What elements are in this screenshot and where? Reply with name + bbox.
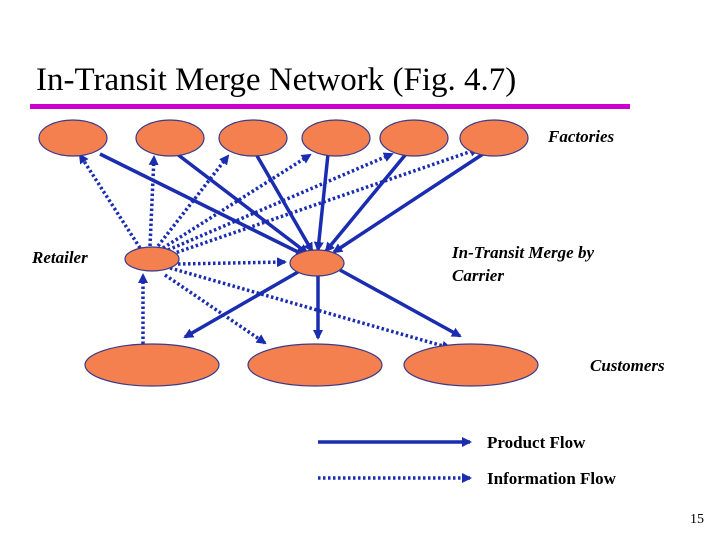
factory-node-2: [136, 120, 204, 156]
factory-node-5: [380, 120, 448, 156]
info-arrow-retailer-to-customer2: [165, 275, 265, 343]
legend-product-flow-label: Product Flow: [487, 433, 586, 452]
customer-node-1: [85, 344, 219, 386]
page-number: 15: [690, 512, 704, 527]
factory-node-6: [460, 120, 528, 156]
product-arrow-factory1-to-merge: [100, 154, 304, 255]
info-arrow-retailer-to-factory2: [150, 157, 154, 246]
legend-information-flow-label: Information Flow: [487, 469, 616, 488]
factory-node-4: [302, 120, 370, 156]
info-arrow-retailer-to-merge: [178, 262, 285, 264]
merge-label-line2: Carrier: [452, 266, 504, 285]
factory-node-1: [39, 120, 107, 156]
factories-label: Factories: [548, 127, 615, 146]
retailer-label: Retailer: [32, 248, 88, 267]
info-arrow-retailer-to-factory6: [172, 149, 478, 254]
product-arrow-factory5-to-merge: [326, 154, 406, 251]
customers-label: Customers: [590, 356, 665, 375]
slide-title: In-Transit Merge Network (Fig. 4.7): [36, 62, 517, 98]
merge-label-line1: In-Transit Merge by: [452, 243, 594, 262]
retailer-node: [125, 247, 179, 271]
customer-node-2: [248, 344, 382, 386]
product-arrow-merge-to-customer1: [185, 272, 298, 337]
customer-node-3: [404, 344, 538, 386]
merge-carrier-node: [290, 250, 344, 276]
factory-node-3: [219, 120, 287, 156]
product-arrow-merge-to-customer3: [340, 270, 460, 336]
